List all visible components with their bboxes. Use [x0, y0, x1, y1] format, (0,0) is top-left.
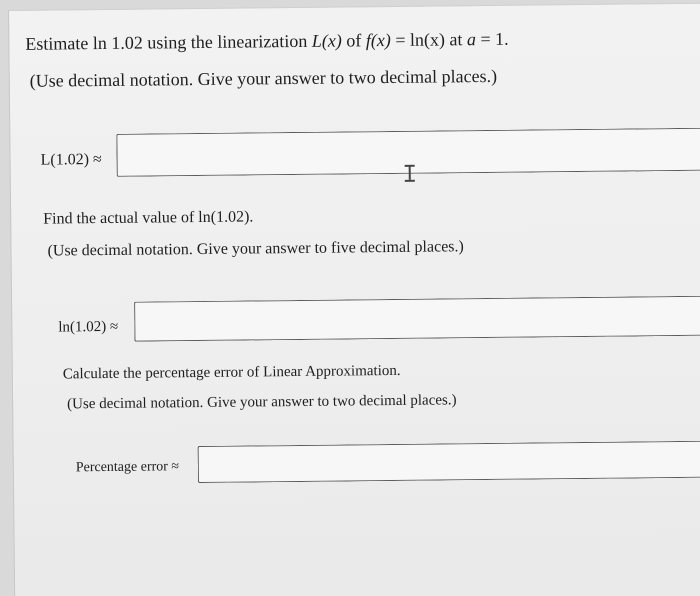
- text-cursor-icon: [404, 165, 416, 181]
- percentage-error-prompt: Calculate the percentage error of Linear Approximation.: [62, 362, 401, 383]
- question-instructions: (Use decimal notation. Give your answer to two decimal places.): [29, 65, 498, 91]
- actual-value-prompt: Find the actual value of ln(1.02).: [43, 208, 254, 228]
- prompt-of: of: [346, 30, 362, 51]
- prompt-lead: Estimate ln 1.02 using the linearization: [25, 30, 308, 54]
- prompt-var-a: a: [466, 29, 476, 50]
- prompt-linearization-fn: L(x): [311, 30, 342, 51]
- prompt-tail: = 1.: [480, 28, 509, 50]
- percentage-error-label: Percentage error ≈: [75, 459, 180, 476]
- actual-value-label: ln(1.02) ≈: [58, 318, 119, 336]
- percentage-error-instructions: (Use decimal notation. Give your answer to two decimal places.): [67, 392, 457, 413]
- prompt-equals: = ln(x) at: [395, 29, 463, 50]
- question-prompt: [25, 30, 508, 53]
- actual-value-answer-input[interactable]: [134, 296, 700, 342]
- actual-value-instructions: (Use decimal notation. Give your answer to five decimal places.): [47, 238, 464, 260]
- linearization-label: L(1.02) ≈: [40, 151, 102, 169]
- question-card: [8, 2, 700, 596]
- percentage-error-answer-input[interactable]: [198, 440, 700, 483]
- prompt-function: f(x): [365, 29, 391, 51]
